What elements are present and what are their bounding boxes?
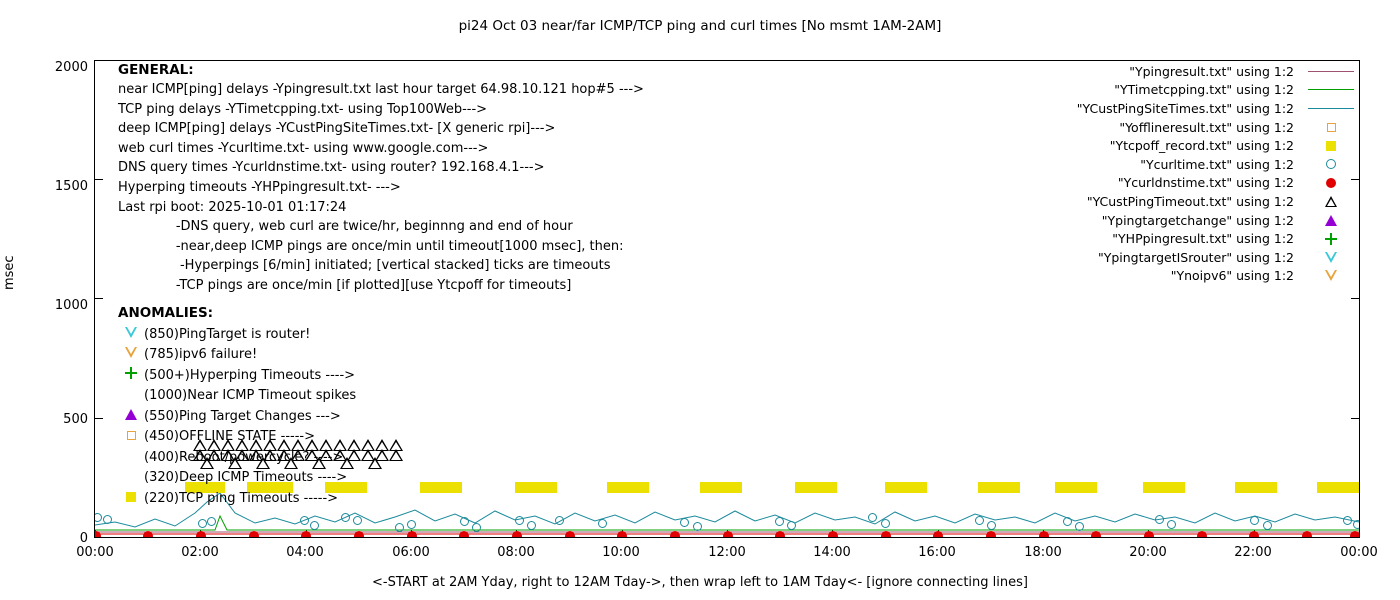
chart-title: pi24 Oct 03 near/far ICMP/TCP ping and curl times [No msmt 1AM-2AM] <box>458 18 942 34</box>
curl-time-point <box>407 520 416 529</box>
x-tick-2: 04:00 <box>286 545 324 560</box>
triangle-up-filled-icon <box>1300 215 1362 226</box>
general-line-8: -near,deep ICMP pings are once/min until timeout[1000 msec], then: <box>118 238 624 254</box>
square-open-icon <box>1300 123 1362 132</box>
x-tick-7: 14:00 <box>813 545 851 560</box>
anomaly-label: (500+)Hyperping Timeouts ----> <box>144 367 356 383</box>
curl-time-point <box>300 516 309 525</box>
legend-item-ypingtargetisrouter <box>1022 248 1362 267</box>
dns-time-point <box>407 531 417 537</box>
curl-time-point <box>987 521 996 530</box>
anomaly-label: (450)OFFLINE STATE -----> <box>144 429 315 445</box>
general-line-7: -DNS query, web curl are twice/hr, beginnng and end of hour <box>118 219 573 235</box>
general-line-5: Hyperping timeouts -YHPpingresult.txt- ---> <box>118 179 401 195</box>
curl-time-point <box>310 521 319 530</box>
dns-time-point <box>828 531 838 537</box>
anomaly-item <box>118 345 878 366</box>
dns-time-point <box>1197 531 1207 537</box>
dns-time-point <box>249 531 259 537</box>
dns-time-point <box>301 531 311 537</box>
triangle-up-open-icon <box>1300 196 1362 207</box>
y-tick-2000: 2000 <box>54 60 88 75</box>
y-tick-500: 500 <box>63 412 88 427</box>
curl-time-point <box>1155 515 1164 524</box>
general-line-6: Last rpi boot: 2025-10-01 01:17:24 <box>118 199 347 215</box>
legend-label: "Ynoipv6" using 1:2 <box>1170 268 1294 284</box>
anomaly-item <box>118 365 878 386</box>
tcp-timeout-bar <box>1055 482 1097 493</box>
anomaly-label: (1000)Near ICMP Timeout spikes <box>144 388 357 404</box>
general-line-9: -Hyperpings [6/min] initiated; [vertical stacked] ticks are timeouts <box>118 258 611 274</box>
general-line-4: DNS query times -Ycurldnstime.txt- using router? 192.168.4.1---> <box>118 160 545 176</box>
curl-time-point <box>515 516 524 525</box>
tcp-timeout-bar <box>1317 482 1359 493</box>
curl-time-point <box>1263 521 1272 530</box>
legend-item-ycustpingtimeout <box>1022 192 1362 211</box>
line-sample-icon <box>1300 108 1362 109</box>
x-tick-5: 10:00 <box>602 545 640 560</box>
anomaly-label: (785)ipv6 failure! <box>144 347 258 363</box>
legend-item-yofflineresult <box>1022 118 1362 137</box>
legend-label: "YCustPingTimeout.txt" using 1:2 <box>1086 193 1294 209</box>
legend-label: "Ycurldnstime.txt" using 1:2 <box>1117 175 1294 191</box>
legend-item-ynoipv6 <box>1022 267 1362 286</box>
triangle-down-cyan-icon <box>1300 252 1362 263</box>
curl-time-point <box>207 517 216 526</box>
dns-time-point <box>565 531 575 537</box>
curl-time-point <box>460 517 469 526</box>
legend-label: "Yofflineresult.txt" using 1:2 <box>1119 119 1294 135</box>
legend-label: "YCustPingSiteTimes.txt" using 1:2 <box>1076 100 1294 116</box>
anomaly-item <box>118 468 878 489</box>
tcp-timeout-bar <box>1143 482 1185 493</box>
legend-item-ycustpingsitetimes <box>1022 99 1362 118</box>
x-tick-6: 12:00 <box>708 545 746 560</box>
dns-time-point <box>775 531 785 537</box>
legend-label: "Ycurltime.txt" using 1:2 <box>1140 156 1294 172</box>
x-tick-0: 00:00 <box>76 545 114 560</box>
dns-time-point <box>143 531 153 537</box>
curl-time-point <box>868 513 877 522</box>
curl-time-point <box>1250 516 1259 525</box>
anomaly-label: (220)TCP ping Timeouts -----> <box>144 490 339 506</box>
dns-time-point <box>1302 531 1312 537</box>
curl-time-point <box>527 521 536 530</box>
curl-time-point <box>555 516 564 525</box>
general-line-1: TCP ping delays -YTimetcpping.txt- using Top100Web---> <box>118 101 488 117</box>
dns-time-point <box>512 531 522 537</box>
dns-time-point <box>1091 531 1101 537</box>
legend-item-ypingtargetchange <box>1022 211 1362 230</box>
dns-time-point <box>1144 531 1154 537</box>
square-filled-icon <box>118 491 144 506</box>
anomalies-notes <box>118 305 878 509</box>
dns-time-point <box>354 531 364 537</box>
tcp-timeout-bar <box>978 482 1020 493</box>
general-line-10: -TCP pings are once/min [if plotted][use Ytcpoff for timeouts] <box>118 277 572 293</box>
curl-time-point <box>1063 517 1072 526</box>
general-header: GENERAL: <box>118 62 194 78</box>
anomaly-label: (550)Ping Target Changes ---> <box>144 408 341 424</box>
curl-time-point <box>1075 522 1084 531</box>
dns-time-point <box>1039 531 1049 537</box>
curl-time-point <box>680 518 689 527</box>
curl-time-point <box>1167 520 1176 529</box>
circle-filled-icon <box>1300 178 1362 188</box>
line-sample-icon <box>1300 89 1362 90</box>
x-tick-11: 22:00 <box>1234 545 1272 560</box>
general-line-2: deep ICMP[ping] delays -YCustPingSiteTimes.txt- [X generic rpi]---> <box>118 121 556 137</box>
curl-time-point <box>598 519 607 528</box>
anomaly-item <box>118 386 878 407</box>
dns-time-point <box>723 531 733 537</box>
plus-icon <box>118 367 144 383</box>
curl-time-point <box>1353 520 1359 529</box>
curl-time-point <box>103 515 112 524</box>
dns-time-point <box>196 531 206 537</box>
legend-label: "Ypingresult.txt" using 1:2 <box>1129 63 1294 79</box>
dns-time-point <box>881 531 891 537</box>
triangle-down-cyan-icon <box>118 327 144 342</box>
anomaly-item <box>118 324 878 345</box>
y-tick-0: 0 <box>79 531 88 546</box>
tcp-timeout-bar <box>1235 482 1277 493</box>
anomaly-item <box>118 427 878 448</box>
anomaly-item <box>118 447 878 468</box>
legend-label: "Ypingtargetchange" using 1:2 <box>1101 212 1294 228</box>
legend-item-ytcpoff <box>1022 136 1362 155</box>
y-axis-label: msec <box>2 255 17 290</box>
anomalies-header: ANOMALIES: <box>118 305 214 321</box>
x-tick-10: 20:00 <box>1129 545 1167 560</box>
curl-time-point <box>341 513 350 522</box>
curl-time-point <box>787 521 796 530</box>
y-tickmark <box>1351 537 1359 538</box>
legend-item-ycurldnstime <box>1022 174 1362 193</box>
dns-time-point <box>1350 531 1359 537</box>
legend-label: "Ytcpoff_record.txt" using 1:2 <box>1109 138 1294 154</box>
anomaly-label: (320)Deep ICMP Timeouts ----> <box>144 470 348 486</box>
triangle-down-orange-icon <box>1300 270 1362 281</box>
curl-time-point <box>198 519 207 528</box>
dns-time-point <box>933 531 943 537</box>
dns-time-point <box>670 531 680 537</box>
x-tick-1: 02:00 <box>181 545 219 560</box>
curl-time-point <box>881 519 890 528</box>
legend <box>1022 62 1362 285</box>
curl-time-point <box>693 522 702 531</box>
triangle-down-orange-icon <box>118 347 144 362</box>
square-open-icon <box>118 429 144 444</box>
anomaly-label: (400)Reboot/powercycle? ----> <box>144 449 344 465</box>
x-tickmark <box>1359 530 1360 538</box>
curl-time-point <box>472 523 481 532</box>
legend-item-ypingresult <box>1022 62 1362 81</box>
x-tick-9: 18:00 <box>1024 545 1062 560</box>
legend-label: "YHPpingresult.txt" using 1:2 <box>1112 231 1294 247</box>
general-notes <box>118 62 878 296</box>
curl-time-point <box>395 523 404 532</box>
anomaly-item <box>118 488 878 509</box>
curl-time-point <box>975 516 984 525</box>
curl-time-point <box>353 516 362 525</box>
anomaly-item <box>118 406 878 427</box>
x-axis-label: <-START at 2AM Yday, right to 12AM Tday->, then wrap left to 1AM Tday<- [ignore connecting lines] <box>372 575 1028 590</box>
dns-time-point <box>986 531 996 537</box>
y-tick-1500: 1500 <box>54 179 88 194</box>
general-line-3: web curl times -Ycurltime.txt- using www.google.com---> <box>118 140 489 156</box>
circle-open-icon <box>1300 159 1362 169</box>
legend-item-ycurltime <box>1022 155 1362 174</box>
x-tick-3: 06:00 <box>392 545 430 560</box>
dns-time-point <box>1249 531 1259 537</box>
triangle-up-filled-icon <box>118 409 144 424</box>
legend-label: "YTimetcpping.txt" using 1:2 <box>1114 82 1294 98</box>
tcp-timeout-bar <box>885 482 927 493</box>
y-tick-1000: 1000 <box>54 298 88 313</box>
dns-time-point <box>459 531 469 537</box>
general-line-0: near ICMP[ping] delays -Ypingresult.txt last hour target 64.98.10.121 hop#5 ---> <box>118 82 644 97</box>
square-filled-icon <box>1300 141 1362 151</box>
dns-time-point <box>617 531 627 537</box>
legend-item-yhppingresult <box>1022 229 1362 248</box>
curl-time-point <box>775 517 784 526</box>
x-tick-4: 08:00 <box>497 545 535 560</box>
line-sample-icon <box>1300 71 1362 72</box>
anomaly-label: (850)PingTarget is router! <box>144 326 311 342</box>
y-tickmark <box>95 537 103 538</box>
x-tick-8: 16:00 <box>918 545 956 560</box>
legend-label: "YpingtargetISrouter" using 1:2 <box>1097 249 1294 265</box>
plus-icon <box>1300 233 1362 245</box>
legend-item-ytimetcpping <box>1022 81 1362 100</box>
x-tick-12: 00:00 <box>1340 545 1378 560</box>
curl-time-point <box>1343 516 1352 525</box>
